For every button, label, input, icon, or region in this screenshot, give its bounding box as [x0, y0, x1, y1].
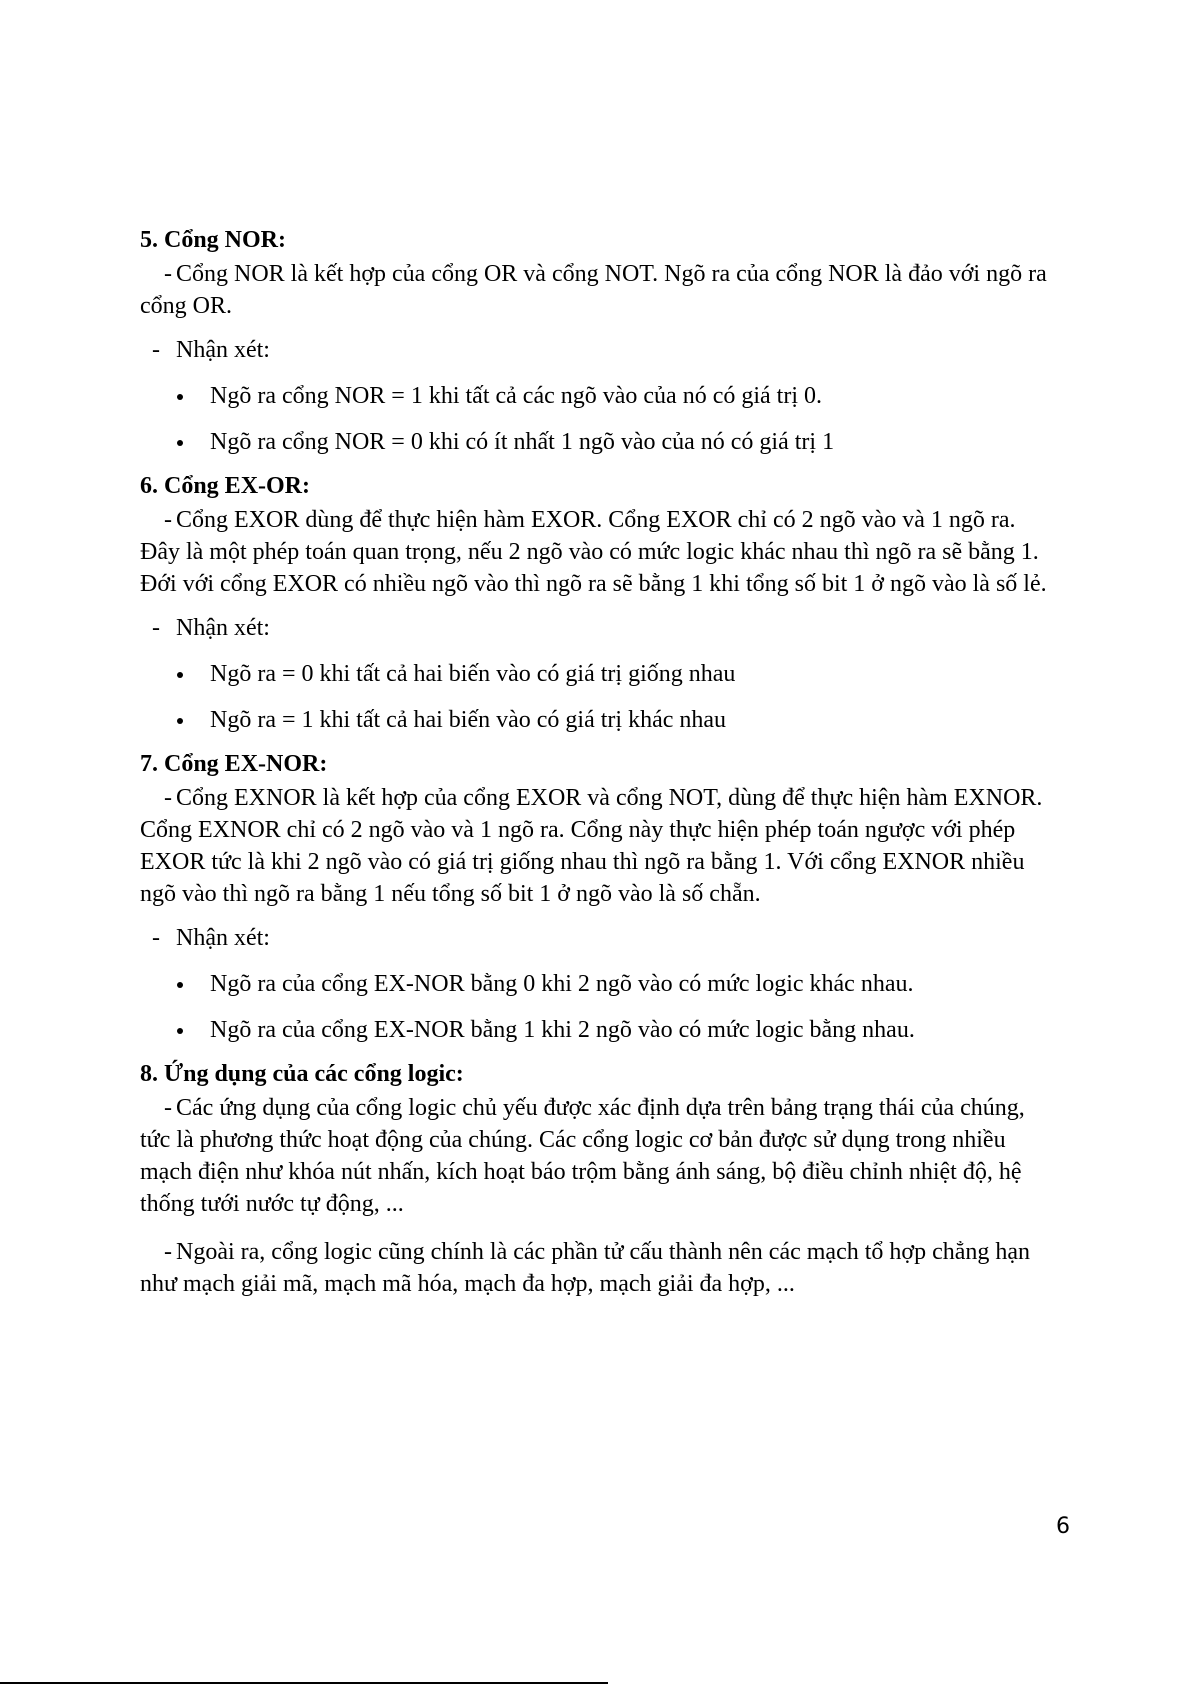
section-paragraph: - Các ứng dụng của cổng logic chủ yếu được xác định dựa trên bảng trạng thái của chúng, tức là phương thức hoạt động của chúng. Các cổng logic cơ bản được sử dụng trong nhiều mạch điện như khóa nút nhấn, kích hoạt báo trộm bằng ánh sáng, bộ điều chỉnh nhiệt độ, hệ thống tưới nước tự động, ... — [140, 1092, 1060, 1220]
section-applications — [140, 1058, 1060, 1300]
page-number: 6 — [1056, 1514, 1070, 1539]
bullet-icon — [177, 394, 183, 400]
bullet-list — [140, 658, 1060, 736]
list-item: Ngõ ra cổng NOR = 1 khi tất cả các ngõ vào của nó có giá trị 0. — [140, 380, 1060, 412]
section-nor — [140, 224, 1060, 458]
section-title: 6. Cổng EX-OR: — [140, 473, 311, 499]
page-content — [140, 224, 1060, 1300]
list-item: Ngõ ra cổng NOR = 0 khi có ít nhất 1 ngõ vào của nó có giá trị 1 — [140, 426, 1060, 458]
bullet-icon — [177, 672, 183, 678]
note-label: - Nhận xét: — [152, 922, 1060, 954]
dash-marker: - — [164, 1239, 172, 1265]
dash-marker: - — [164, 261, 172, 287]
list-item: Ngõ ra = 0 khi tất cả hai biến vào có giá trị giống nhau — [140, 658, 1060, 690]
list-item: Ngõ ra của cổng EX-NOR bằng 1 khi 2 ngõ vào có mức logic bằng nhau. — [140, 1014, 1060, 1046]
bullet-icon — [177, 440, 183, 446]
list-item: Ngõ ra = 1 khi tất cả hai biến vào có giá trị khác nhau — [140, 704, 1060, 736]
note-label: - Nhận xét: — [152, 612, 1060, 644]
section-exor — [140, 470, 1060, 736]
bullet-icon — [177, 718, 183, 724]
bullet-list — [140, 380, 1060, 458]
list-item: Ngõ ra của cổng EX-NOR bằng 0 khi 2 ngõ vào có mức logic khác nhau. — [140, 968, 1060, 1000]
dash-marker: - — [164, 507, 172, 533]
dash-marker: - — [164, 785, 172, 811]
section-paragraph: - Ngoài ra, cổng logic cũng chính là các phần tử cấu thành nên các mạch tổ hợp chẳng hạn như mạch giải mã, mạch mã hóa, mạch đa hợp, mạch giải đa hợp, ... — [140, 1236, 1060, 1300]
footer-divider — [0, 1682, 608, 1684]
dash-marker: - — [152, 337, 160, 363]
bullet-icon — [177, 982, 183, 988]
section-title: 7. Cổng EX-NOR: — [140, 751, 328, 777]
section-title: 8. Ứng dụng của các cổng logic: — [140, 1061, 464, 1087]
section-paragraph: - Cổng EXNOR là kết hợp của cổng EXOR và cổng NOT, dùng để thực hiện hàm EXNOR. Cổng EXNOR chỉ có 2 ngõ vào và 1 ngõ ra. Cổng này thực hiện phép toán ngược với phép EXOR tức là khi 2 ngõ vào có giá trị giống nhau thì ngõ ra bằng 1. Với cổng EXNOR nhiều ngõ vào thì ngõ ra bằng 1 nếu tổng số bit 1 ở ngõ vào là số chẵn. — [140, 782, 1060, 910]
note-label: - Nhận xét: — [152, 334, 1060, 366]
dash-marker: - — [152, 615, 160, 641]
section-paragraph: - Cổng NOR là kết hợp của cổng OR và cổng NOT. Ngõ ra của cổng NOR là đảo với ngõ ra cổng OR. — [140, 258, 1060, 322]
section-exnor — [140, 748, 1060, 1046]
dash-marker: - — [152, 925, 160, 951]
section-paragraph: - Cổng EXOR dùng để thực hiện hàm EXOR. Cổng EXOR chỉ có 2 ngõ vào và 1 ngõ ra. Đây là một phép toán quan trọng, nếu 2 ngõ vào có mức logic khác nhau thì ngõ ra sẽ bằng 1. Đới với cổng EXOR có nhiều ngõ vào thì ngõ ra sẽ bằng 1 khi tổng số bit 1 ở ngõ vào là số lẻ. — [140, 504, 1060, 600]
section-title: 5. Cổng NOR: — [140, 227, 287, 253]
bullet-icon — [177, 1028, 183, 1034]
dash-marker: - — [164, 1095, 172, 1121]
bullet-list — [140, 968, 1060, 1046]
